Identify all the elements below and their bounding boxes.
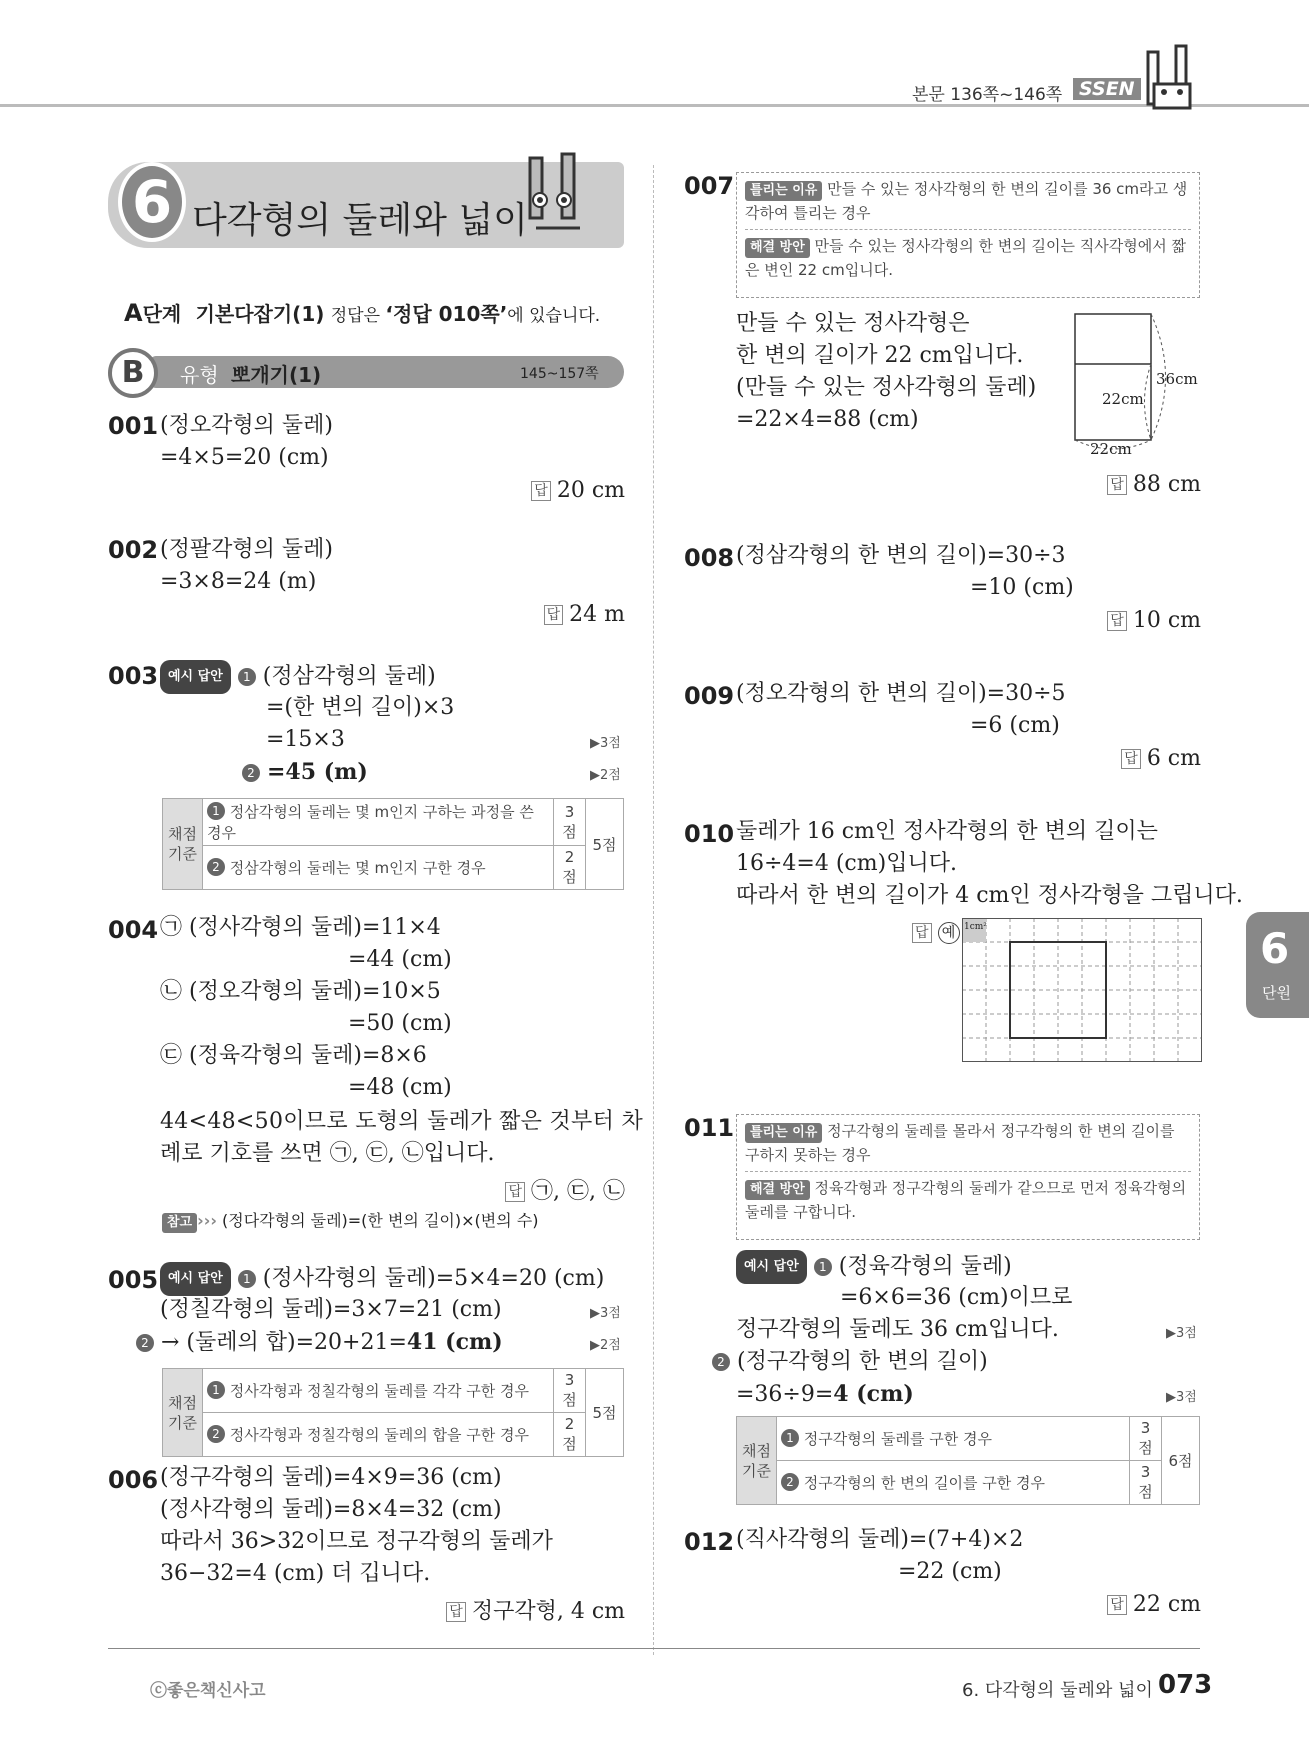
solution-line: 만들 수 있는 정사각형은: [736, 311, 970, 336]
banner-mascot-icon: [510, 148, 610, 243]
problem-number: 003: [108, 662, 159, 690]
step-1-icon: 1: [238, 1270, 256, 1288]
solution-text: (정사각형의 둘레)=5×4=20 (cm): [262, 1266, 605, 1291]
answer: [1107, 1592, 1201, 1617]
solution-text: (정구각형의 한 변의 길이): [737, 1349, 988, 1374]
solution-line: [136, 1326, 503, 1359]
problem-number: 011: [684, 1114, 735, 1142]
rubric-header: 채점 기준: [163, 1369, 203, 1457]
solution-line: =15×3: [266, 727, 345, 752]
solution-text: (정사각형의 둘레)=11×4: [189, 915, 441, 940]
solution-line: 16÷4=4 (cm)입니다.: [736, 851, 957, 876]
wrong-tag: 틀리는 이유: [745, 181, 822, 201]
answer-value: 정구각형, 4 cm: [471, 1599, 625, 1624]
problem-number: 008: [684, 544, 735, 572]
solution-line: [242, 756, 368, 789]
solution-text: (정육각형의 둘레)=8×6: [189, 1043, 427, 1068]
rubric-item: [777, 1417, 1130, 1461]
answer-icon: 답: [1107, 475, 1127, 495]
fix-text: 정육각형과 정구각형의 둘레가 같으므로 먼저 정육각형의 둘레를 구합니다.: [745, 1179, 1187, 1221]
step-1-icon: 1: [207, 1381, 225, 1399]
answer-value: 10 cm: [1132, 608, 1201, 633]
stage-a-note-bold: ‘정답 010쪽’: [385, 302, 508, 326]
step-1-icon: 1: [781, 1429, 799, 1447]
rubric-points: 3점: [554, 1369, 586, 1413]
stage-b-pages: 145~157쪽: [520, 366, 599, 382]
stage-b-label-line: [180, 359, 321, 388]
header-page-range: 본문 136쪽~146쪽: [912, 85, 1063, 105]
problem-number: 005: [108, 1266, 159, 1294]
wrong-text: 정구각형의 둘레를 몰라서 정구각형의 한 변의 길이를 구하지 못하는 경우: [745, 1122, 1175, 1164]
stage-a-letter: A: [124, 299, 143, 327]
symbol-b: ㉡: [160, 979, 183, 1004]
mascot-icon: [1140, 38, 1210, 118]
rubric-points: 3점: [554, 799, 586, 846]
solution-line: (정사각형의 둘레)=8×4=32 (cm): [160, 1497, 502, 1522]
solution-line: =22×4=88 (cm): [736, 407, 919, 432]
answer: [1107, 608, 1201, 633]
step-2-icon: 2: [242, 764, 260, 782]
stage-b-title: 뽀개기(1): [231, 363, 322, 387]
grid-figure: [962, 918, 1202, 1062]
stage-a-line: [124, 298, 600, 327]
stage-b-label: 유형: [180, 363, 219, 387]
footer-page-number: 073: [1158, 1670, 1213, 1700]
solution-bold: 41 (cm): [406, 1329, 503, 1355]
solution-text: (정삼각형의 둘레): [262, 664, 436, 689]
step-2-icon: 2: [712, 1353, 730, 1371]
rubric-points: 3점: [1130, 1461, 1162, 1505]
step-2-icon: 2: [781, 1473, 799, 1491]
answer-value: 24 m: [569, 602, 625, 627]
fix-tag: 해결 방안: [745, 1180, 810, 1200]
solution-line: 따라서 한 변의 길이가 4 cm인 정사각형을 그립니다.: [736, 883, 1243, 908]
solution-line: =6×6=36 (cm)이므로: [840, 1285, 1073, 1310]
solution-line: (정오각형의 한 변의 길이)=30÷5: [736, 681, 1066, 706]
reference-tag: 참고: [162, 1213, 197, 1233]
rubric-text: 정구각형의 한 변의 길이를 구한 경우: [803, 1474, 1045, 1492]
grid-unit-label: 1cm²: [964, 922, 987, 932]
answer-value: 88 cm: [1132, 472, 1201, 497]
answer: [1107, 472, 1201, 497]
tip-box: [736, 1114, 1200, 1240]
problem-number: 004: [108, 916, 159, 944]
solution-text: =36÷9=: [736, 1382, 834, 1407]
answer: [446, 1594, 625, 1625]
rubric-text: 정사각형과 정칠각형의 둘레의 합을 구한 경우: [229, 1426, 529, 1444]
rubric-total: 5점: [586, 1369, 624, 1457]
solution-line: 둘레가 16 cm인 정사각형의 한 변의 길이는: [736, 819, 1158, 844]
rubric-points: 2점: [554, 846, 586, 890]
solution-text: → (둘레의 합)=20+21=: [161, 1330, 407, 1355]
solution-line: (정칠각형의 둘레)=3×7=21 (cm): [160, 1297, 502, 1322]
answer-value: 22 cm: [1132, 1592, 1201, 1617]
solution-line: (정삼각형의 한 변의 길이)=30÷3: [736, 543, 1066, 568]
answer: [1121, 746, 1201, 771]
points-label: ▶3점: [590, 1306, 621, 1321]
points-label: ▶3점: [1166, 1390, 1197, 1405]
solution-line: 따라서 36>32이므로 정구각형의 둘레가: [160, 1529, 553, 1554]
solution-line: [736, 1378, 914, 1411]
answer-value: ㉠, ㉢, ㉡: [531, 1179, 625, 1204]
rubric-item: [777, 1461, 1130, 1505]
problem-number: 006: [108, 1466, 159, 1494]
solution-line: =50 (cm): [348, 1011, 452, 1036]
answer-example: [912, 920, 960, 945]
symbol-a: ㉠: [160, 915, 183, 940]
column-divider: [653, 165, 654, 1655]
problem-number: 009: [684, 682, 735, 710]
footer-chapter: 6. 다각형의 둘레와 넓이: [962, 1680, 1153, 1701]
solution-bold: 4 (cm): [833, 1381, 914, 1407]
solution-line: [712, 1346, 988, 1378]
header-brand: SSEN: [1073, 78, 1141, 100]
rubric-text: 정삼각형의 둘레는 몇 m인지 구한 경우: [229, 859, 486, 877]
solution-text: (정오각형의 둘레)=10×5: [189, 979, 441, 1004]
chapter-number: 6: [118, 162, 186, 242]
step-1-icon: 1: [238, 668, 256, 686]
solution-line: =48 (cm): [348, 1075, 452, 1100]
rubric-text: 정삼각형의 둘레는 몇 m인지 구하는 과정을 쓴 경우: [207, 803, 534, 842]
problem-number: 010: [684, 820, 735, 848]
side-tab-label: 단원: [1262, 984, 1291, 1002]
rubric-item: [203, 1369, 554, 1413]
answer-icon: 답: [446, 1602, 466, 1622]
solution-line: =22 (cm): [898, 1559, 1002, 1584]
answer-icon: 답: [1121, 749, 1141, 769]
rubric-points: 2점: [554, 1413, 586, 1457]
solution-line: [160, 1262, 604, 1296]
stage-b-letter: B: [108, 348, 158, 398]
solution-line: (직사각형의 둘레)=(7+4)×2: [736, 1527, 1024, 1552]
answer: [505, 1174, 625, 1205]
stage-a-note-post: 에 있습니다.: [507, 306, 601, 326]
answer-value: 20 cm: [556, 478, 625, 503]
fix-method: [745, 229, 1191, 282]
solution-line: (정구각형의 둘레)=4×9=36 (cm): [160, 1465, 502, 1490]
solution-line: 정구각형의 둘레도 36 cm입니다.: [736, 1317, 1059, 1342]
rubric-item: [203, 1413, 554, 1457]
rubric-text: 정구각형의 둘레를 구한 경우: [803, 1430, 992, 1448]
wrong-text: 만들 수 있는 정사각형의 한 변의 길이를 36 cm라고 생각하여 틀리는 경우: [745, 180, 1188, 222]
step-1-icon: 1: [814, 1258, 832, 1276]
solution-line: =44 (cm): [348, 947, 452, 972]
solution-line: =(한 변의 길이)×3: [266, 695, 455, 720]
stage-a-label: 단계: [142, 302, 182, 326]
symbol-c: ㉢: [160, 1043, 183, 1068]
solution-line: =4×5=20 (cm): [160, 445, 329, 470]
footer-rule: [108, 1648, 1200, 1649]
rubric-item: [203, 846, 554, 890]
solution-line: (정팔각형의 둘레): [160, 537, 333, 562]
solution-line: =10 (cm): [970, 575, 1074, 600]
step-2-icon: 2: [207, 858, 225, 876]
answer-icon: 답: [1107, 611, 1127, 631]
solution-line: [736, 1250, 1012, 1284]
footer-publisher: ⓒ좋은책신사고: [150, 1681, 266, 1701]
stage-a-note-pre: 정답은: [330, 306, 386, 326]
solution-text: =45 (m): [267, 759, 368, 785]
answer: [544, 602, 625, 627]
problem-number: 002: [108, 536, 159, 564]
problem-number: 001: [108, 412, 159, 440]
rubric-item: [203, 799, 554, 846]
fix-method: [745, 1171, 1191, 1224]
reference-text: (정다각형의 둘레)=(한 변의 길이)×(변의 수): [222, 1211, 539, 1230]
example-badge: 예시 답안: [160, 1262, 231, 1296]
solution-line: 례로 기호를 쓰면 ㉠, ㉢, ㉡입니다.: [160, 1141, 495, 1166]
solution-line: 한 변의 길이가 22 cm입니다.: [736, 343, 1024, 368]
stage-a-title: 기본다잡기(1): [195, 302, 325, 326]
solution-line: (정오각형의 둘레): [160, 413, 333, 438]
example-mark: 예: [938, 922, 960, 944]
figure-label-36: 36cm: [1156, 370, 1198, 388]
tip-box: [736, 172, 1200, 298]
reference-note: 참고 ››› (정다각형의 둘레)=(한 변의 길이)×(변의 수): [162, 1208, 538, 1233]
solution-text: (정육각형의 둘레): [838, 1254, 1012, 1279]
rubric-header: 채점 기준: [737, 1417, 777, 1505]
step-2-icon: 2: [136, 1334, 154, 1352]
wrong-tag: 틀리는 이유: [745, 1123, 822, 1143]
rubric-total: 5점: [586, 799, 624, 890]
rubric-table: [736, 1416, 1200, 1505]
rubric-total: 6점: [1162, 1417, 1200, 1505]
header-rule: [0, 104, 1309, 107]
step-2-icon: 2: [207, 1425, 225, 1443]
answer-icon: 답: [544, 605, 564, 625]
solution-line: [160, 976, 441, 1008]
answer-icon: 답: [1107, 1595, 1127, 1615]
answer-icon: 답: [912, 923, 932, 943]
rubric-points: 3점: [1130, 1417, 1162, 1461]
solution-line: =6 (cm): [970, 713, 1060, 738]
rubric-table: [162, 1368, 624, 1457]
answer: [531, 478, 625, 503]
points-label: ▶2점: [590, 1338, 621, 1353]
rubric-text: 정사각형과 정칠각형의 둘레를 각각 구한 경우: [229, 1382, 529, 1400]
solution-line: =3×8=24 (m): [160, 569, 317, 594]
solution-line: [160, 1040, 427, 1072]
answer-value: 6 cm: [1146, 746, 1201, 771]
points-label: ▶2점: [590, 768, 621, 783]
answer-icon: 답: [531, 481, 551, 501]
fix-tag: 해결 방안: [745, 238, 810, 258]
wrong-reason: [745, 177, 1191, 225]
figure-label-22-side: 22cm: [1102, 390, 1144, 408]
solution-line: [160, 912, 441, 944]
solution-line: 36−32=4 (cm) 더 깁니다.: [160, 1561, 431, 1586]
points-label: ▶3점: [590, 736, 621, 751]
fix-text: 만들 수 있는 정사각형의 한 변의 길이는 직사각형에서 짧은 변인 22 cm입니다.: [745, 237, 1186, 279]
rubric-header: 채점 기준: [163, 799, 203, 890]
wrong-reason: [745, 1119, 1191, 1167]
solution-line: [160, 660, 436, 694]
solution-line: (만들 수 있는 정사각형의 둘레): [736, 375, 1037, 400]
rubric-table: [162, 798, 624, 890]
example-badge: 예시 답안: [160, 660, 231, 694]
points-label: ▶3점: [1166, 1326, 1197, 1341]
example-badge: 예시 답안: [736, 1250, 807, 1284]
chapter-title: 다각형의 둘레와 넓이: [192, 200, 528, 241]
step-1-icon: 1: [207, 802, 225, 820]
problem-number: 007: [684, 172, 735, 200]
problem-number: 012: [684, 1528, 735, 1556]
answer-icon: 답: [505, 1182, 525, 1202]
figure-label-22-bottom: 22cm: [1090, 440, 1132, 458]
side-tab-number: 6: [1260, 924, 1290, 973]
solution-line: 44<48<50이므로 도형의 둘레가 짧은 것부터 차: [160, 1109, 643, 1134]
